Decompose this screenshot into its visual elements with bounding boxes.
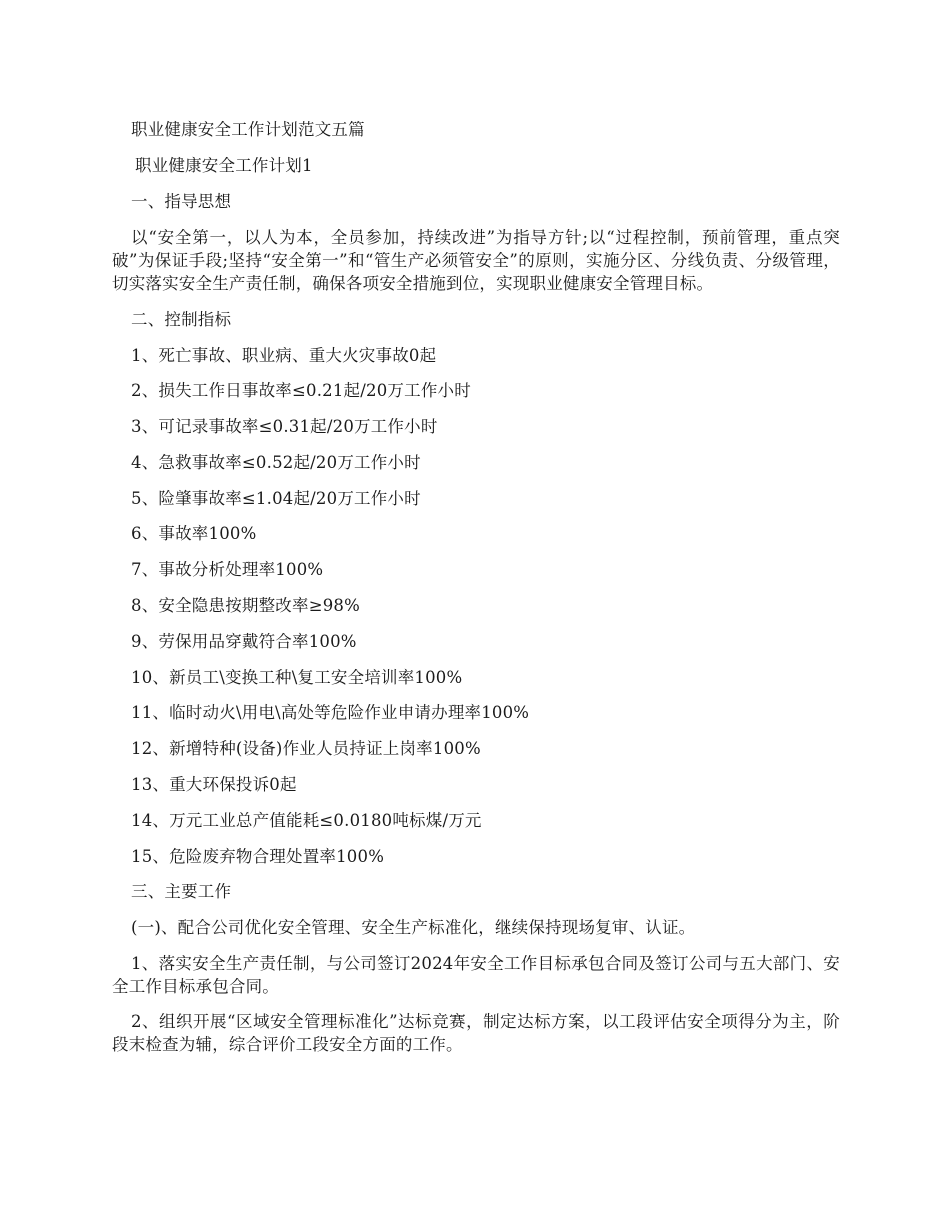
- section-heading-control-indicators: 二、控制指标: [131, 309, 232, 329]
- indicator-item: 2、损失工作日事故率≤0.21起/20万工作小时: [131, 381, 471, 401]
- indicator-item: 6、事故率100%: [131, 524, 257, 544]
- guiding-ideology-paragraph: 以“安全第一，以人为本，全员参加，持续改进”为指导方针;以“过程控制，预前管理，重点突破”为保证手段;坚持“安全第一”和“管生产必须管安全”的原则，实施分区、分线负责、分级管理，切实落实安全生产责任制，确保各项安全措施到位，实现职业健康安全管理目标。: [112, 228, 840, 293]
- indicator-item: 1、死亡事故、职业病、重大火灾事故0起: [131, 345, 437, 365]
- indicator-item: 9、劳保用品穿戴符合率100%: [131, 631, 357, 651]
- indicator-item: 15、危险废弃物合理处置率100%: [131, 846, 385, 866]
- indicator-item: 4、急救事故率≤0.52起/20万工作小时: [131, 452, 421, 472]
- indicator-item: 14、万元工业总产值能耗≤0.0180吨标煤/万元: [131, 810, 482, 830]
- indicator-item: 5、险肇事故率≤1.04起/20万工作小时: [131, 488, 421, 508]
- document-subtitle: 职业健康安全工作计划1: [135, 156, 313, 175]
- indicator-item: 10、新员工\变换工种\复工安全培训率100%: [131, 667, 463, 687]
- indicator-item: 12、新增特种(设备)作业人员持证上岗率100%: [131, 739, 481, 759]
- document-body: [112, 118, 840, 1069]
- document-title: 职业健康安全工作计划范文五篇: [131, 120, 365, 139]
- indicator-item: 11、临时动火\用电\高处等危险作业申请办理率100%: [131, 703, 530, 723]
- work-item-paragraph: 1、落实安全生产责任制，与公司签订2024年安全工作目标承包合同及签订公司与五大部门、安全工作目标承包合同。: [112, 953, 840, 996]
- indicator-item: 7、事故分析处理率100%: [131, 560, 324, 580]
- indicator-item: 3、可记录事故率≤0.31起/20万工作小时: [131, 417, 438, 437]
- work-intro-paragraph: (一)、配合公司优化安全管理、安全生产标准化，继续保持现场复审、认证。: [131, 918, 696, 938]
- indicator-item: 13、重大环保投诉0起: [131, 775, 297, 795]
- work-item-paragraph: 2、组织开展“区域安全管理标准化”达标竞赛，制定达标方案，以工段评估安全项得分为主，阶段末检查为辅，综合评价工段安全方面的工作。: [112, 1012, 840, 1055]
- section-heading-guiding-ideology: 一、指导思想: [131, 192, 232, 211]
- section-heading-main-work: 三、主要工作: [131, 882, 232, 902]
- indicator-item: 8、安全隐患按期整改率≥98%: [131, 596, 360, 616]
